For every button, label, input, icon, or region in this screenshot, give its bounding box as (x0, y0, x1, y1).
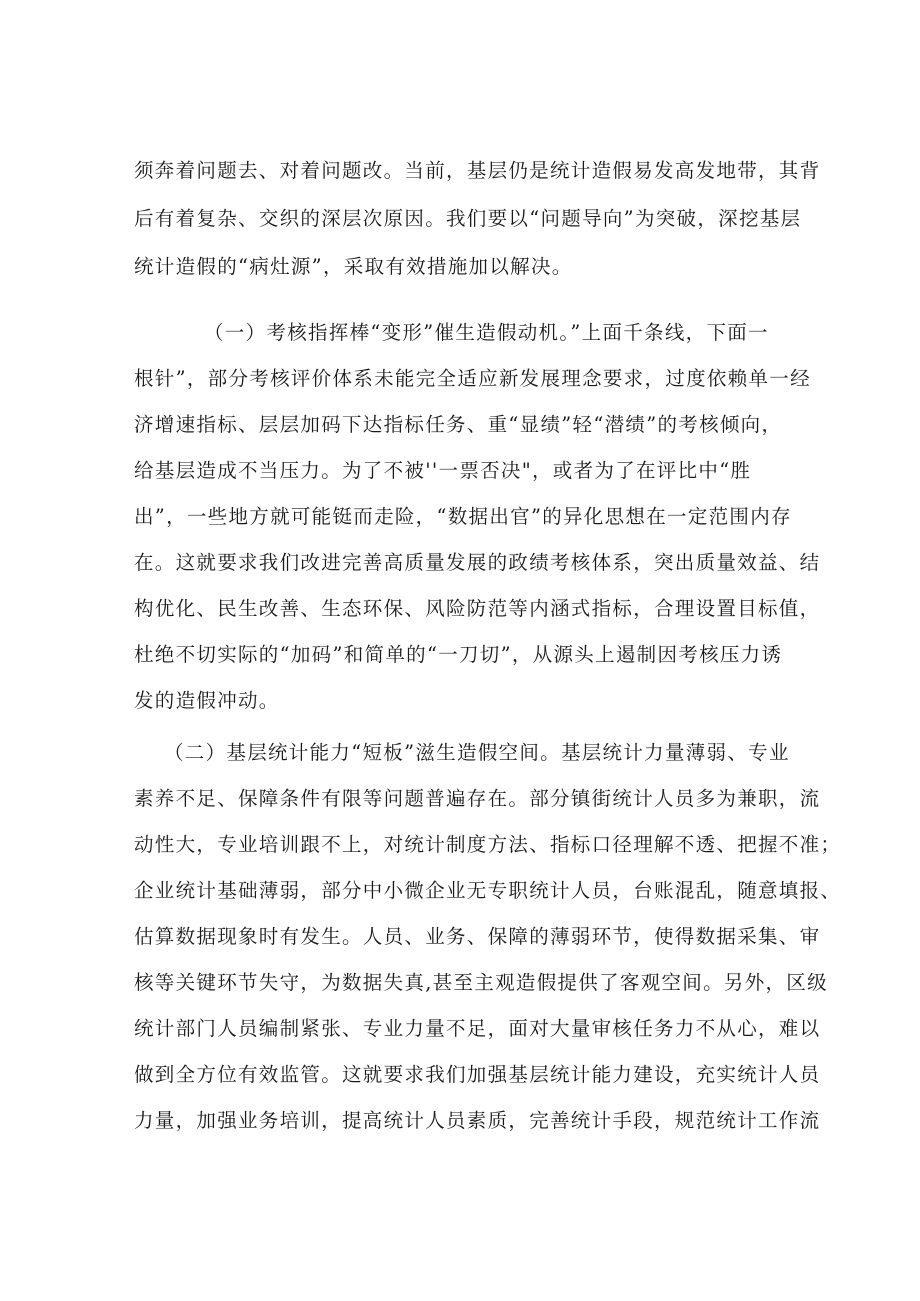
text-line: 估算数据现象时有发生。人员、业务、保障的薄弱环节，使得数据采集、审 (134, 925, 821, 948)
text-line: 后有着复杂、交织的深层次原因。我们要以“问题导向”为突破，深挖基层 (134, 207, 802, 230)
text-line: 构优化、民生改善、生态环保、风险防范等内涵式指标，合理设置目标值， (134, 597, 821, 620)
text-line: 在。这就要求我们改进完善高质量发展的政绩考核体系，突出质量效益、结 (134, 551, 821, 574)
text-line: 须奔着问题去、对着问题改。当前，基层仍是统计造假易发高发地带，其背 (134, 159, 821, 182)
text-line: 素养不足、保障条件有限等问题普遍存在。部分镇街统计人员多为兼职，流 (134, 787, 821, 810)
text-line: 根针”，部分考核评价体系未能完全适应新发展理念要求，过度依赖单一经 (134, 367, 811, 390)
text-line: 统计部门人员编制紧张、专业力量不足，面对大量审核任务力不从心，难以 (134, 1017, 821, 1040)
section-heading-1: （一）考核指挥棒“变形”催生造假动机。”上面千条线，下面一 (204, 321, 769, 344)
text-line: 企业统计基础薄弱，部分中小微企业无专职统计人员，台账混乱，随意填报、 (134, 879, 842, 902)
text-line: 力量，加强业务培训，提高统计人员素质，完善统计手段，规范统计工作流 (134, 1109, 821, 1132)
section-heading-2: （二）基层统计能力“短板”滋生造假空间。基层统计力量薄弱、专业 (164, 741, 790, 764)
text-line: 出”，一些地方就可能铤而走险，“数据出官”的异化思想在一定范围内存 (134, 505, 792, 528)
text-line: 动性大，专业培训跟不上，对统计制度方法、指标口径理解不透、把握不准； (134, 833, 842, 856)
text-line: 核等关键环节失守，为数据失真,甚至主观造假提供了客观空间。另外，区级 (134, 971, 828, 994)
text-line: 济增速指标、层层加码下达指标任务、重“显绩”轻“潜绩”的考核倾向， (134, 413, 783, 436)
text-line: 统计造假的“病灶源”，采取有效措施加以解决。 (134, 255, 573, 278)
text-line: 给基层造成不当压力。为了不被''一票否决"，或者为了在评比中“胜 (134, 459, 752, 482)
text-line: 做到全方位有效监管。这就要求我们加强基层统计能力建设，充实统计人员 (134, 1063, 821, 1086)
text-line: 杜绝不切实际的“加码”和简单的“一刀切”，从源头上遏制因考核压力诱 (134, 643, 783, 666)
text-line: 发的造假冲动。 (134, 689, 280, 712)
